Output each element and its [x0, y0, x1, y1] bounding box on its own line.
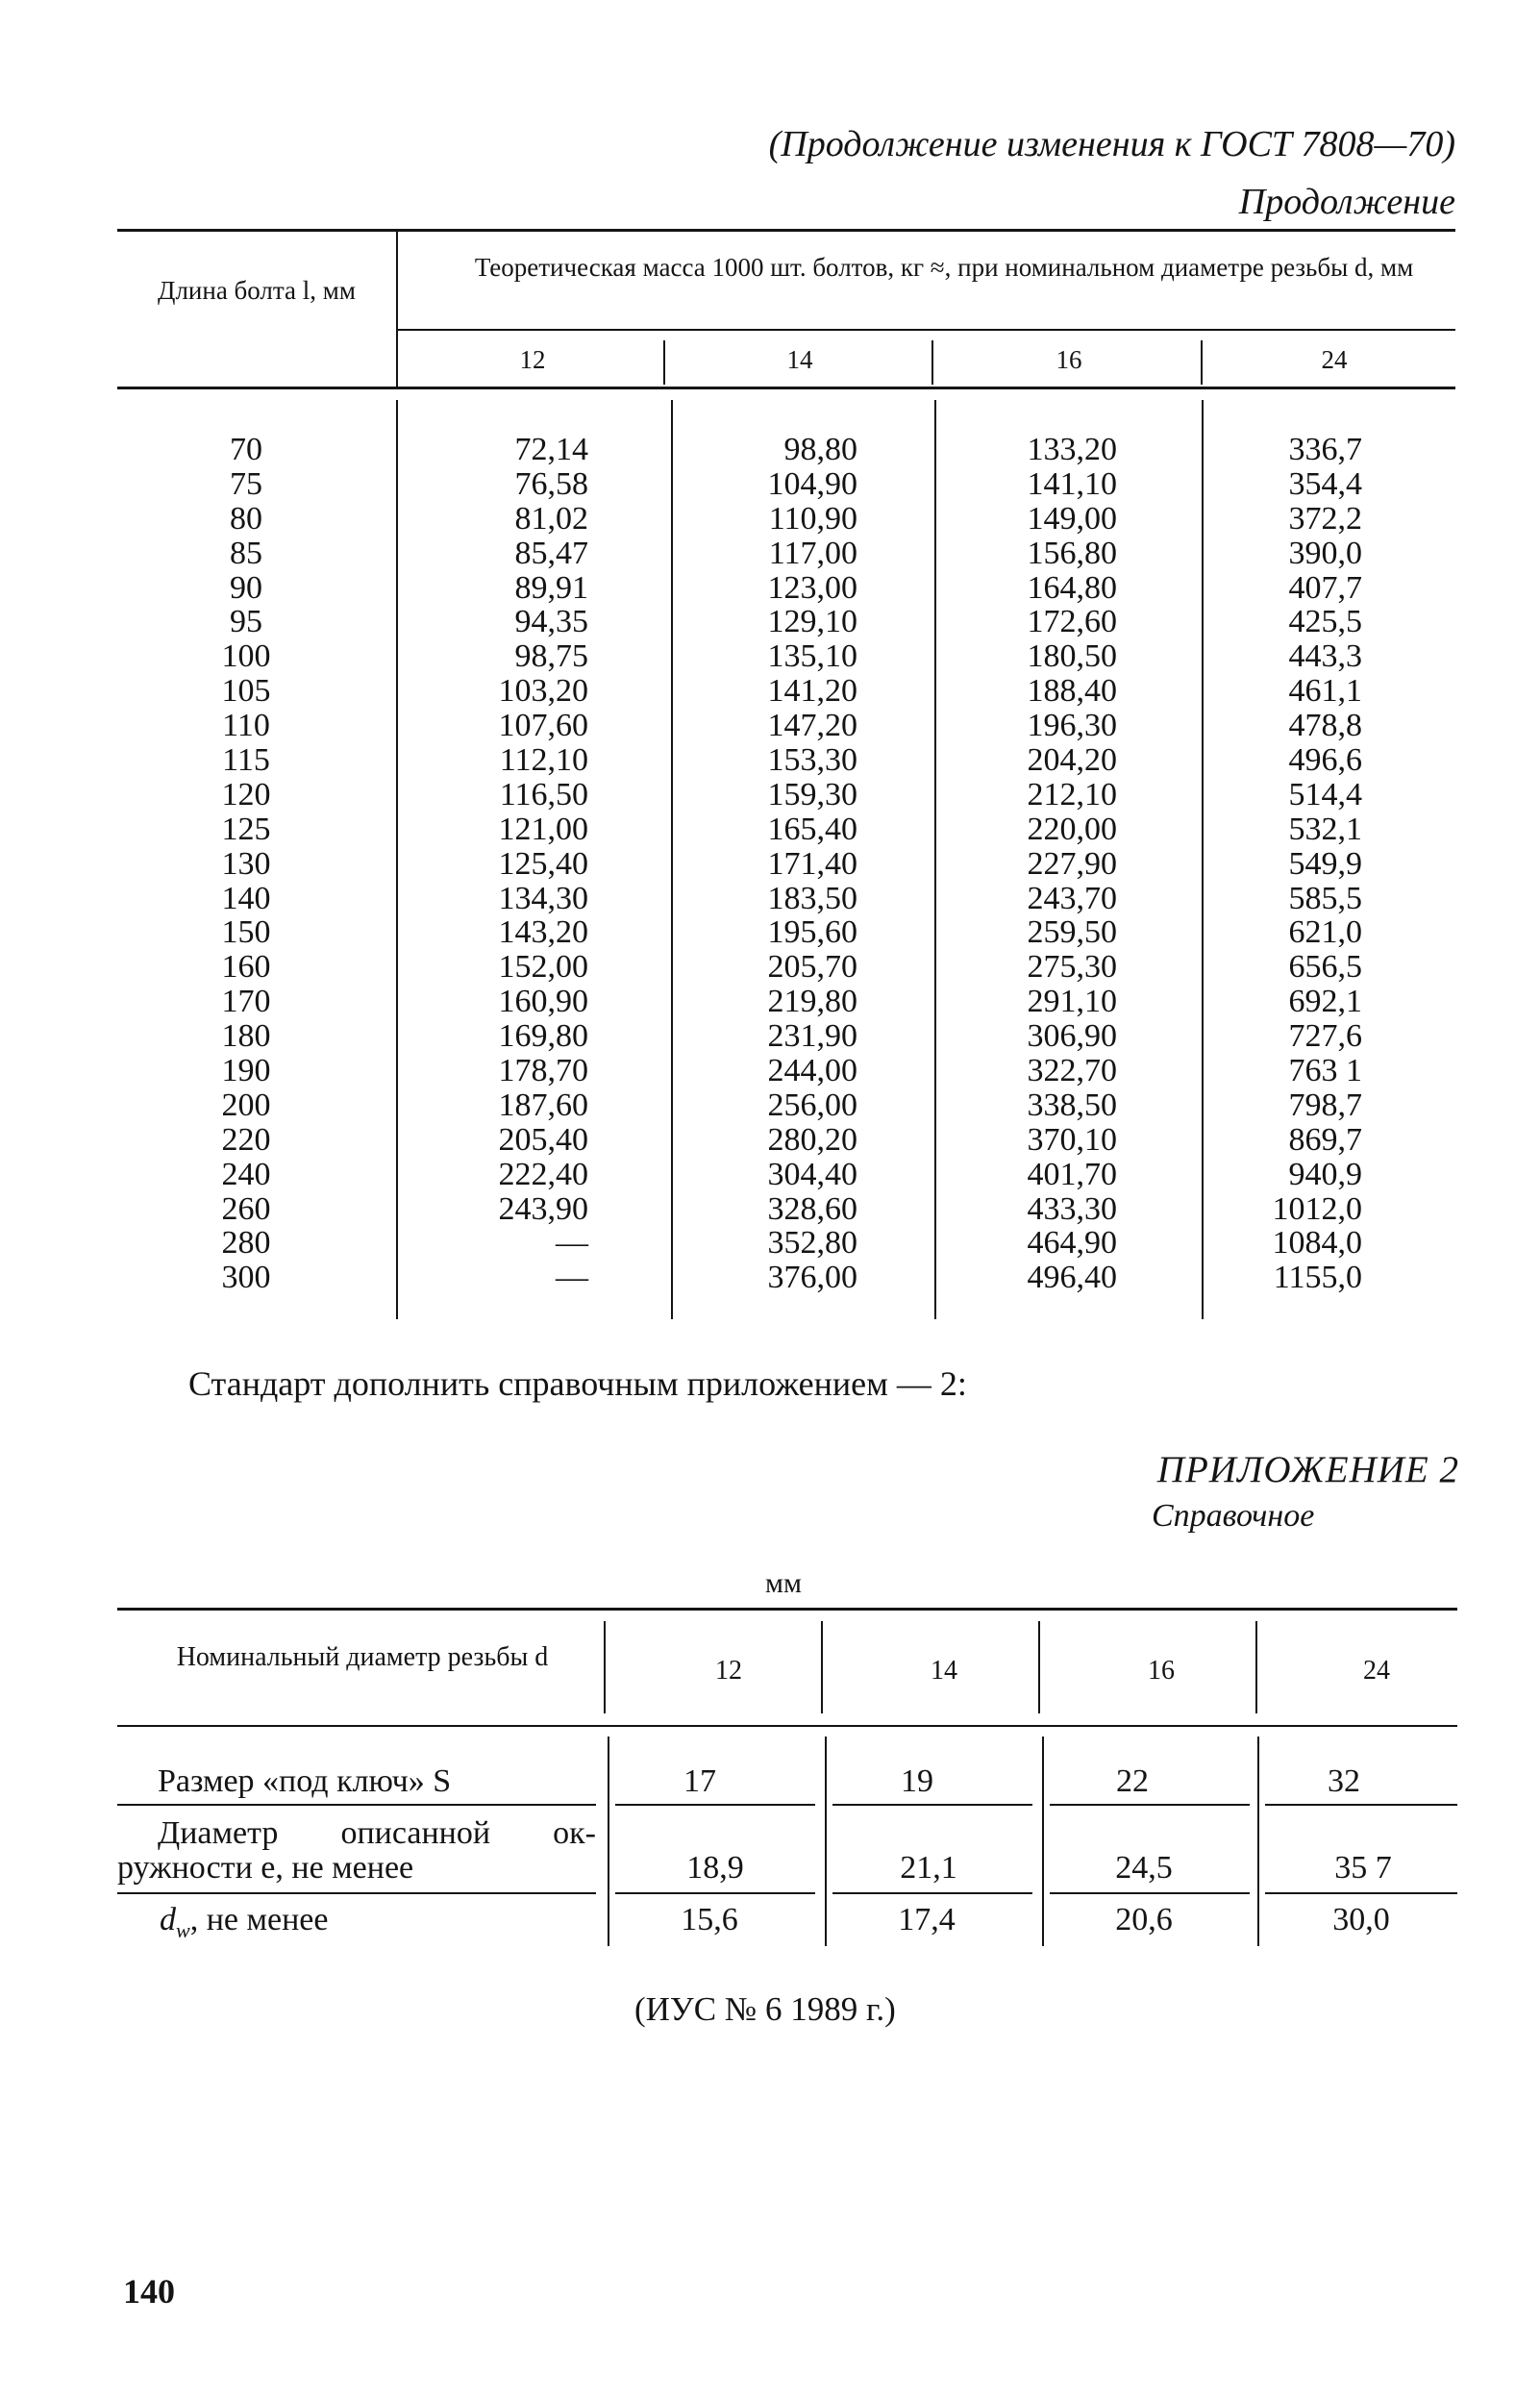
column-bolt-length: [117, 433, 375, 1295]
table-cell: 134,30: [498, 880, 588, 916]
header-theoretical-mass: Теоретическая масса 1000 шт. болтов, кг ≈, при номинальном диаметре резьбы d, мм: [474, 253, 1414, 282]
table-cell: 156,80: [1027, 535, 1117, 571]
table-cell: 103,20: [498, 673, 588, 710]
row-label-dw: [160, 1902, 328, 1943]
header-divider: [1038, 1621, 1040, 1713]
table-cell: 322,70: [1027, 1053, 1117, 1089]
table-cell: —: [556, 1260, 588, 1296]
table-cell: 133,20: [1027, 432, 1117, 467]
table-cell: 212,10: [1027, 776, 1117, 812]
row-underline: [1050, 1804, 1250, 1806]
table-cell: 120: [221, 776, 271, 812]
appendix-subtitle: Справочное: [1152, 1498, 1315, 1534]
table-cell: 425,5: [1288, 604, 1362, 640]
table-cell: 275,30: [1027, 949, 1117, 986]
table-cell: 869,7: [1288, 1121, 1362, 1158]
cell-dw-14: 17,4: [898, 1902, 956, 1937]
table-cell: 183,50: [767, 880, 857, 916]
table-cell: 401,70: [1027, 1156, 1117, 1192]
table-cell: 532,1: [1288, 811, 1362, 847]
cell-dw-16: 20,6: [1115, 1902, 1173, 1937]
table-cell: 372,2: [1288, 500, 1362, 537]
cell-circumscribed-16: 24,5: [1115, 1850, 1173, 1886]
row-underline: [615, 1892, 815, 1894]
header-diameter-12: 12: [715, 1656, 742, 1686]
table-cell: 352,80: [767, 1225, 857, 1262]
table-cell: 464,90: [1027, 1225, 1117, 1262]
appendix-title: ПРИЛОЖЕНИЕ 2: [1156, 1449, 1459, 1490]
table-cell: 300: [221, 1260, 271, 1296]
table-header-bottom-rule: [117, 387, 1455, 389]
table-cell: 621,0: [1288, 914, 1362, 951]
source-reference: (ИУС № 6 1989 г.): [634, 1990, 896, 2028]
table-cell: 143,20: [498, 914, 588, 951]
table-cell: 164,80: [1027, 569, 1117, 606]
table-cell: 585,5: [1288, 880, 1362, 916]
table-cell: 188,40: [1027, 673, 1117, 710]
table-cell: 204,20: [1027, 742, 1117, 779]
table-cell: 75: [230, 465, 262, 502]
header-diameter-24: 24: [1321, 345, 1348, 374]
table-cell: 180: [221, 1018, 271, 1055]
header-divider: [931, 340, 933, 385]
table-cell: 98,80: [783, 432, 857, 467]
table-cell: 94,35: [514, 604, 588, 640]
table-header-rule: [117, 1725, 1457, 1727]
table-cell: 150: [221, 914, 271, 951]
header-divider: [1255, 1621, 1257, 1713]
table-cell: 159,30: [767, 776, 857, 812]
table-cell: 125,40: [498, 845, 588, 882]
table-header-rule: [396, 329, 1455, 331]
table-cell: 81,02: [514, 500, 588, 537]
table-cell: 549,9: [1288, 845, 1362, 882]
header-diameter-12: 12: [519, 345, 546, 374]
table-cell: 110: [222, 708, 270, 744]
table-cell: 100: [221, 638, 271, 675]
page-number: 140: [123, 2272, 175, 2311]
table-cell: —: [556, 1225, 588, 1262]
dw-label-rest: , не менее: [189, 1902, 329, 1937]
table-cell: 220,00: [1027, 811, 1117, 847]
header-divider: [821, 1621, 823, 1713]
row-underline: [832, 1892, 1032, 1894]
table-cell: 180,50: [1027, 638, 1117, 675]
column-d16: [1011, 433, 1117, 1295]
table-cell: 160,90: [498, 984, 588, 1020]
table-cell: 205,40: [498, 1121, 588, 1158]
table-cell: 243,90: [498, 1190, 588, 1227]
header-divider: [396, 229, 398, 388]
table-cell: 200: [221, 1087, 271, 1123]
table-cell: 90: [230, 569, 262, 606]
continuation-title: (Продолжение изменения к ГОСТ 7808—70): [768, 124, 1455, 164]
mass-table: [117, 229, 1455, 1320]
table-cell: 117,00: [768, 535, 857, 571]
cell-wrench-14: 19: [901, 1763, 933, 1799]
table-cell: 390,0: [1288, 535, 1362, 571]
continuation-subtitle: Продолжение: [1238, 182, 1455, 222]
table-cell: 656,5: [1288, 949, 1362, 986]
table-top-rule: [117, 1608, 1457, 1611]
table-cell: 370,10: [1027, 1121, 1117, 1158]
table-cell: 243,70: [1027, 880, 1117, 916]
dw-symbol: d: [160, 1902, 176, 1937]
table-cell: 219,80: [767, 984, 857, 1020]
table-cell: 1084,0: [1272, 1225, 1362, 1262]
table-cell: 240: [221, 1156, 271, 1192]
table-cell: 940,9: [1288, 1156, 1362, 1192]
row-label-circumscribed-line1: Диаметр описанной ок-: [158, 1815, 596, 1851]
row-underline: [1050, 1892, 1250, 1894]
amendment-note: Стандарт дополнить справочным приложением — 2:: [188, 1364, 967, 1403]
table-cell: 514,4: [1288, 776, 1362, 812]
table-cell: 140: [221, 880, 271, 916]
table-cell: 190: [221, 1053, 271, 1089]
column-divider: [396, 400, 398, 1319]
header-divider: [604, 1621, 606, 1713]
column-d12: [483, 433, 588, 1295]
column-divider: [825, 1737, 827, 1946]
column-divider: [608, 1737, 609, 1946]
table-cell: 178,70: [498, 1053, 588, 1089]
table-cell: 798,7: [1288, 1087, 1362, 1123]
table-cell: 149,00: [1027, 500, 1117, 537]
row-underline: [117, 1892, 596, 1894]
row-underline: [1265, 1892, 1457, 1894]
table-cell: 169,80: [498, 1018, 588, 1055]
table-cell: 231,90: [767, 1018, 857, 1055]
table-cell: 291,10: [1027, 984, 1117, 1020]
column-divider: [671, 400, 673, 1319]
cell-dw-12: 15,6: [681, 1902, 738, 1937]
table-cell: 171,40: [767, 845, 857, 882]
cell-circumscribed-24: 35 7: [1334, 1850, 1392, 1886]
table-cell: 165,40: [767, 811, 857, 847]
table-cell: 89,91: [514, 569, 588, 606]
header-diameter-16: 16: [1056, 345, 1082, 374]
column-divider: [1257, 1737, 1259, 1946]
header-diameter-24: 24: [1363, 1656, 1390, 1686]
unit-label: мм: [765, 1567, 802, 1599]
table-cell: 70: [230, 432, 262, 467]
table-cell: 116,50: [499, 776, 588, 812]
column-divider: [934, 400, 936, 1319]
header-bolt-length: Длина болта l, мм: [158, 276, 356, 305]
table-cell: 170: [221, 984, 271, 1020]
table-cell: 135,10: [767, 638, 857, 675]
wrench-size-table: [117, 1608, 1457, 1954]
header-nominal-diameter: Номинальный диаметр резьбы d: [176, 1642, 549, 1672]
table-cell: 104,90: [767, 465, 857, 502]
cell-wrench-24: 32: [1328, 1763, 1360, 1799]
header-diameter-14: 14: [786, 345, 813, 374]
table-cell: 105: [221, 673, 271, 710]
table-cell: 496,40: [1027, 1260, 1117, 1296]
table-cell: 304,40: [767, 1156, 857, 1192]
table-cell: 195,60: [767, 914, 857, 951]
table-cell: 407,7: [1288, 569, 1362, 606]
table-cell: 692,1: [1288, 984, 1362, 1020]
table-cell: 259,50: [1027, 914, 1117, 951]
table-cell: 123,00: [767, 569, 857, 606]
row-label-wrench-size: Размер «под ключ» S: [158, 1763, 452, 1799]
cell-circumscribed-12: 18,9: [686, 1850, 744, 1886]
table-cell: 220: [221, 1121, 271, 1158]
table-cell: 80: [230, 500, 262, 537]
dw-subscript: w: [176, 1917, 190, 1942]
table-cell: 1012,0: [1272, 1190, 1362, 1227]
table-cell: 763 1: [1288, 1053, 1362, 1089]
table-cell: 338,50: [1027, 1087, 1117, 1123]
table-cell: 280,20: [767, 1121, 857, 1158]
row-underline: [615, 1804, 815, 1806]
row-underline: [832, 1804, 1032, 1806]
table-cell: 112,10: [499, 742, 588, 779]
table-cell: 280: [221, 1225, 271, 1262]
table-cell: 121,00: [498, 811, 588, 847]
header-diameter-16: 16: [1148, 1656, 1175, 1686]
table-cell: 147,20: [767, 708, 857, 744]
table-cell: 172,60: [1027, 604, 1117, 640]
column-d24: [1261, 433, 1362, 1295]
table-cell: 196,30: [1027, 708, 1117, 744]
header-diameter-14: 14: [931, 1656, 957, 1686]
header-divider: [1201, 340, 1203, 385]
row-underline: [117, 1804, 596, 1806]
table-cell: 478,8: [1288, 708, 1362, 744]
column-d14: [752, 433, 857, 1295]
table-cell: 461,1: [1288, 673, 1362, 710]
column-divider: [1042, 1737, 1044, 1946]
table-cell: 244,00: [767, 1053, 857, 1089]
table-cell: 110,90: [768, 500, 857, 537]
table-cell: 205,70: [767, 949, 857, 986]
table-cell: 153,30: [767, 742, 857, 779]
table-cell: 115: [222, 742, 270, 779]
column-divider: [1202, 400, 1204, 1319]
table-cell: 354,4: [1288, 465, 1362, 502]
table-cell: 496,6: [1288, 742, 1362, 779]
table-cell: 443,3: [1288, 638, 1362, 675]
table-cell: 260: [221, 1190, 271, 1227]
table-cell: 141,20: [767, 673, 857, 710]
table-cell: 727,6: [1288, 1018, 1362, 1055]
cell-circumscribed-14: 21,1: [900, 1850, 957, 1886]
cell-wrench-12: 17: [683, 1763, 716, 1799]
table-cell: 129,10: [767, 604, 857, 640]
table-cell: 85,47: [514, 535, 588, 571]
table-cell: 85: [230, 535, 262, 571]
row-label-circumscribed-line2: ружности e, не менее: [117, 1850, 414, 1886]
table-cell: 222,40: [498, 1156, 588, 1192]
table-cell: 256,00: [767, 1087, 857, 1123]
table-cell: 72,14: [514, 432, 588, 467]
table-cell: 76,58: [514, 465, 588, 502]
table-cell: 107,60: [498, 708, 588, 744]
table-cell: 306,90: [1027, 1018, 1117, 1055]
table-cell: 1155,0: [1273, 1260, 1362, 1296]
table-cell: 187,60: [498, 1087, 588, 1123]
header-divider: [663, 340, 665, 385]
table-cell: 130: [221, 845, 271, 882]
table-cell: 160: [221, 949, 271, 986]
row-underline: [1265, 1804, 1457, 1806]
table-cell: 98,75: [514, 638, 588, 675]
table-cell: 433,30: [1027, 1190, 1117, 1227]
cell-dw-24: 30,0: [1332, 1902, 1390, 1937]
table-cell: 95: [230, 604, 262, 640]
table-top-rule: [117, 229, 1455, 232]
table-cell: 227,90: [1027, 845, 1117, 882]
table-cell: 152,00: [498, 949, 588, 986]
table-cell: 336,7: [1288, 432, 1362, 467]
table-cell: 328,60: [767, 1190, 857, 1227]
table-cell: 141,10: [1027, 465, 1117, 502]
table-cell: 125: [221, 811, 271, 847]
table-cell: 376,00: [767, 1260, 857, 1296]
cell-wrench-16: 22: [1116, 1763, 1149, 1799]
